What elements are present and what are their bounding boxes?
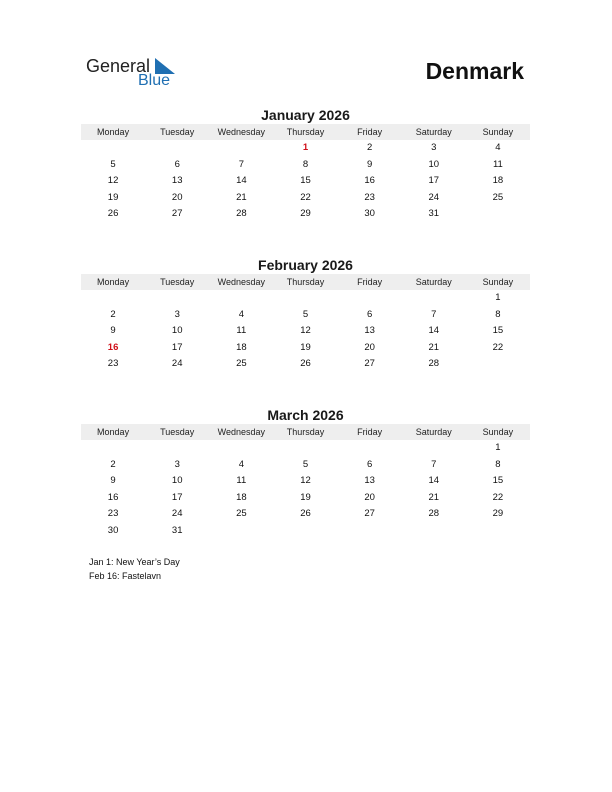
weekday-label: Thursday bbox=[286, 277, 325, 287]
day-cell: 11 bbox=[236, 475, 247, 487]
holiday-notes bbox=[89, 555, 180, 583]
day-cell: 3 bbox=[431, 142, 437, 153]
week-row bbox=[81, 457, 530, 474]
day-cell bbox=[145, 290, 209, 307]
day-cell: 3 bbox=[174, 308, 180, 320]
day-cell: 20 bbox=[364, 491, 375, 503]
logo-word-blue: Blue bbox=[138, 72, 171, 89]
day-cell: 8 bbox=[302, 158, 309, 170]
day-cell: 6 bbox=[366, 458, 373, 470]
day-cell: 17 bbox=[171, 491, 183, 503]
day-cell bbox=[273, 440, 337, 457]
weekday-label: Saturday bbox=[415, 277, 452, 287]
day-cell: 12 bbox=[107, 175, 119, 187]
day-cell: 18 bbox=[236, 491, 247, 503]
day-cell: 7 bbox=[238, 158, 244, 170]
day-cell: 24 bbox=[171, 508, 183, 520]
week-row bbox=[81, 440, 530, 457]
day-cell: 4 bbox=[238, 458, 244, 470]
day-cell: 5 bbox=[302, 458, 309, 470]
weekday-label: Tuesday bbox=[160, 127, 195, 137]
day-cell bbox=[209, 523, 273, 540]
weekday-label: Tuesday bbox=[160, 277, 195, 287]
day-cell: 30 bbox=[364, 208, 375, 220]
day-cell: 21 bbox=[428, 341, 440, 353]
day-cell: 2 bbox=[110, 458, 116, 470]
day-cell bbox=[402, 290, 466, 307]
day-cell: 29 bbox=[300, 208, 311, 220]
day-cell: 16 bbox=[364, 175, 375, 187]
day-cell: 28 bbox=[428, 358, 440, 370]
day-cell bbox=[145, 140, 209, 157]
month-title: January 2026 bbox=[261, 107, 350, 123]
week-row bbox=[81, 140, 530, 157]
weekday-label: Friday bbox=[357, 277, 383, 287]
day-cell: 31 bbox=[428, 208, 440, 220]
day-cell: 14 bbox=[428, 325, 440, 337]
day-cell: 15 bbox=[492, 475, 504, 487]
week-row bbox=[81, 157, 530, 174]
day-cell: 19 bbox=[107, 191, 119, 203]
day-cell bbox=[338, 440, 402, 457]
day-cell: 7 bbox=[431, 308, 437, 320]
day-cell: 26 bbox=[300, 508, 311, 520]
day-cell: 27 bbox=[364, 508, 375, 520]
day-cell: 7 bbox=[431, 458, 437, 470]
day-cell: 10 bbox=[428, 158, 440, 170]
day-cell: 13 bbox=[364, 325, 375, 337]
weekday-label: Saturday bbox=[415, 427, 452, 437]
general-blue-logo bbox=[86, 56, 186, 92]
day-cell: 12 bbox=[300, 475, 311, 487]
day-cell: 1 bbox=[495, 442, 501, 453]
day-cell: 6 bbox=[366, 308, 373, 320]
weekday-label: Tuesday bbox=[160, 427, 195, 437]
day-cell: 23 bbox=[364, 191, 375, 203]
day-cell: 26 bbox=[107, 208, 119, 220]
day-cell bbox=[466, 206, 530, 223]
day-cell: 23 bbox=[107, 358, 119, 370]
week-row bbox=[81, 307, 530, 324]
weekday-label: Monday bbox=[97, 427, 130, 437]
week-row bbox=[81, 290, 530, 307]
holiday-note: Jan 1: New Year’s Day bbox=[89, 557, 180, 567]
weekday-label: Monday bbox=[97, 277, 130, 287]
day-cell: 17 bbox=[428, 175, 440, 187]
day-cell: 5 bbox=[302, 308, 309, 320]
weekday-header-row bbox=[81, 424, 530, 440]
day-cell: 12 bbox=[300, 325, 311, 337]
holiday-day-cell: 16 bbox=[107, 341, 119, 353]
weekday-label: Sunday bbox=[482, 277, 514, 287]
day-cell: 21 bbox=[428, 491, 440, 503]
day-cell bbox=[209, 440, 273, 457]
day-cell bbox=[338, 290, 402, 307]
day-cell: 28 bbox=[428, 508, 440, 520]
day-cell: 23 bbox=[107, 508, 119, 520]
weekday-label: Thursday bbox=[286, 127, 325, 137]
day-cell: 5 bbox=[110, 158, 116, 170]
weekday-header-row bbox=[81, 124, 530, 140]
day-cell: 4 bbox=[238, 308, 244, 320]
day-cell: 8 bbox=[495, 308, 501, 320]
day-cell: 14 bbox=[428, 475, 440, 487]
day-cell: 10 bbox=[171, 325, 183, 337]
month-march bbox=[81, 406, 530, 540]
day-cell: 17 bbox=[171, 341, 183, 353]
day-cell: 11 bbox=[492, 158, 503, 170]
day-cell: 9 bbox=[366, 158, 373, 170]
day-cell bbox=[81, 140, 145, 157]
weekday-label: Saturday bbox=[415, 127, 452, 137]
week-row bbox=[81, 490, 530, 507]
weekday-label: Wednesday bbox=[217, 277, 266, 287]
day-cell bbox=[273, 290, 337, 307]
day-cell bbox=[81, 440, 145, 457]
day-cell: 15 bbox=[300, 175, 311, 187]
day-cell: 1 bbox=[495, 292, 501, 303]
week-row bbox=[81, 340, 530, 357]
day-cell: 20 bbox=[171, 191, 183, 203]
day-cell: 22 bbox=[492, 341, 504, 353]
week-row bbox=[81, 506, 530, 523]
week-row bbox=[81, 190, 530, 207]
month-title: March 2026 bbox=[267, 407, 344, 423]
day-cell: 27 bbox=[364, 358, 375, 370]
day-cell: 2 bbox=[110, 308, 116, 320]
weekday-label: Thursday bbox=[286, 427, 325, 437]
weekday-label: Sunday bbox=[482, 427, 514, 437]
month-january bbox=[81, 106, 530, 223]
day-cell: 21 bbox=[236, 191, 247, 203]
day-cell: 9 bbox=[110, 325, 116, 337]
day-cell: 4 bbox=[495, 142, 501, 153]
weekday-header-row bbox=[81, 274, 530, 290]
day-cell: 13 bbox=[364, 475, 375, 487]
day-cell: 18 bbox=[236, 341, 247, 353]
day-cell bbox=[209, 140, 273, 157]
holiday-day-cell: 1 bbox=[302, 142, 309, 153]
day-cell: 24 bbox=[171, 358, 183, 370]
day-cell: 25 bbox=[236, 358, 247, 370]
day-cell: 27 bbox=[171, 208, 183, 220]
day-cell: 14 bbox=[236, 175, 247, 187]
day-cell: 15 bbox=[492, 325, 504, 337]
weekday-label: Friday bbox=[357, 127, 383, 137]
day-cell: 25 bbox=[492, 191, 504, 203]
day-cell bbox=[466, 523, 530, 540]
day-cell: 25 bbox=[236, 508, 247, 520]
week-row bbox=[81, 356, 530, 373]
month-february bbox=[81, 256, 530, 373]
day-cell: 22 bbox=[300, 191, 311, 203]
day-cell bbox=[273, 523, 337, 540]
day-cell bbox=[338, 523, 402, 540]
day-cell: 28 bbox=[236, 208, 247, 220]
weekday-label: Friday bbox=[357, 427, 383, 437]
week-row bbox=[81, 173, 530, 190]
day-cell: 19 bbox=[300, 491, 311, 503]
day-cell: 31 bbox=[171, 524, 183, 536]
day-cell: 22 bbox=[492, 491, 504, 503]
logo-word-general: General bbox=[86, 56, 151, 76]
day-cell: 16 bbox=[107, 491, 119, 503]
weekday-label: Sunday bbox=[482, 127, 514, 137]
day-cell: 11 bbox=[236, 325, 247, 337]
day-cell: 8 bbox=[495, 458, 501, 470]
day-cell: 30 bbox=[107, 524, 119, 536]
day-cell: 18 bbox=[492, 175, 504, 187]
day-cell: 9 bbox=[110, 475, 116, 487]
day-cell: 2 bbox=[366, 142, 373, 153]
day-cell bbox=[466, 356, 530, 373]
day-cell: 10 bbox=[171, 475, 183, 487]
country-title: Denmark bbox=[425, 58, 524, 84]
day-cell: 24 bbox=[428, 191, 440, 203]
day-cell: 6 bbox=[174, 158, 180, 170]
week-row bbox=[81, 473, 530, 490]
week-row bbox=[81, 523, 530, 540]
day-cell: 19 bbox=[300, 341, 311, 353]
day-cell: 29 bbox=[492, 508, 504, 520]
week-row bbox=[81, 206, 530, 223]
day-cell bbox=[145, 440, 209, 457]
weekday-label: Wednesday bbox=[217, 127, 266, 137]
day-cell: 20 bbox=[364, 341, 375, 353]
day-cell bbox=[402, 523, 466, 540]
day-cell bbox=[81, 290, 145, 307]
day-cell bbox=[402, 440, 466, 457]
day-cell: 26 bbox=[300, 358, 311, 370]
weekday-label: Wednesday bbox=[217, 427, 266, 437]
day-cell: 13 bbox=[171, 175, 183, 187]
holiday-note: Feb 16: Fastelavn bbox=[89, 571, 162, 581]
weekday-label: Monday bbox=[97, 127, 130, 137]
day-cell: 3 bbox=[174, 458, 180, 470]
week-row bbox=[81, 323, 530, 340]
month-title: February 2026 bbox=[258, 257, 353, 273]
day-cell bbox=[209, 290, 273, 307]
